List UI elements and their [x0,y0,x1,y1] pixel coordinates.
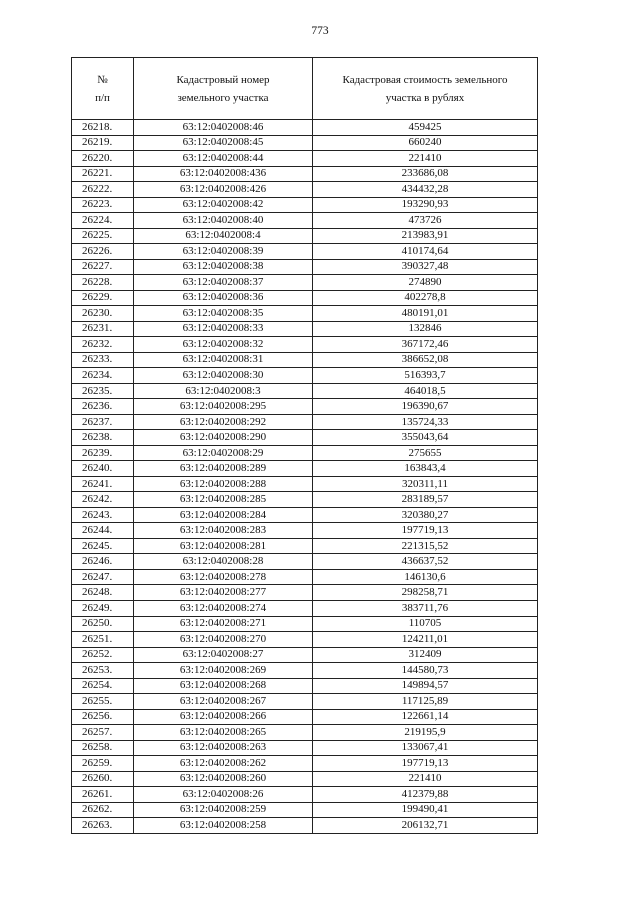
cadastral-value: 386652,08 [313,352,538,368]
table-row [72,771,538,787]
cadastral-number: 63:12:0402008:46 [134,120,313,136]
cadastral-number: 63:12:0402008:267 [134,694,313,710]
cadastral-number: 63:12:0402008:35 [134,306,313,322]
cadastral-value: 146130,6 [313,569,538,585]
cadastral-value: 473726 [313,213,538,229]
cadastral-value: 320311,11 [313,476,538,492]
cadastral-value: 197719,13 [313,756,538,772]
cadastral-value: 464018,5 [313,383,538,399]
table-row [72,740,538,756]
table-row [72,430,538,446]
row-number: 26261. [72,787,134,803]
cadastral-number: 63:12:0402008:292 [134,414,313,430]
table-row [72,585,538,601]
cadastral-number: 63:12:0402008:29 [134,445,313,461]
cadastral-value: 275655 [313,445,538,461]
cadastral-value: 213983,91 [313,228,538,244]
cadastral-number: 63:12:0402008:3 [134,383,313,399]
table-row [72,554,538,570]
table-row [72,538,538,554]
table-row [72,290,538,306]
cadastral-value: 193290,93 [313,197,538,213]
header-cadastral-line2: земельного участка [177,91,269,104]
table-row [72,663,538,679]
table-row [72,135,538,151]
cadastral-number: 63:12:0402008:268 [134,678,313,694]
cadastral-value: 274890 [313,275,538,291]
table-row [72,756,538,772]
row-number: 26236. [72,399,134,415]
cadastral-number: 63:12:0402008:40 [134,213,313,229]
table-row [72,632,538,648]
cadastral-value: 390327,48 [313,259,538,275]
cadastral-value: 219195,9 [313,725,538,741]
cadastral-number: 63:12:0402008:295 [134,399,313,415]
header-number-abbrev: п/п [95,91,110,104]
cadastral-value: 117125,89 [313,694,538,710]
cadastral-number: 63:12:0402008:436 [134,166,313,182]
header-value-line1: Кадастровая стоимость земельного [342,73,508,86]
row-number: 26221. [72,166,134,182]
row-number: 26260. [72,771,134,787]
header-cadastral-number [134,58,313,120]
table-row [72,445,538,461]
cadastral-number: 63:12:0402008:277 [134,585,313,601]
cadastral-value: 133067,41 [313,740,538,756]
table-row [72,709,538,725]
cadastral-value: 144580,73 [313,663,538,679]
cadastral-number: 63:12:0402008:37 [134,275,313,291]
cadastral-value: 163843,4 [313,461,538,477]
row-number: 26219. [72,135,134,151]
cadastral-number: 63:12:0402008:259 [134,802,313,818]
row-number: 26251. [72,632,134,648]
cadastral-value: 221410 [313,151,538,167]
cadastral-number: 63:12:0402008:45 [134,135,313,151]
table-row [72,616,538,632]
cadastral-value: 283189,57 [313,492,538,508]
row-number: 26225. [72,228,134,244]
cadastral-value: 197719,13 [313,523,538,539]
row-number: 26256. [72,709,134,725]
row-number: 26238. [72,430,134,446]
row-number: 26233. [72,352,134,368]
table-row [72,182,538,198]
cadastral-value: 312409 [313,647,538,663]
table-row [72,151,538,167]
table-row [72,802,538,818]
cadastral-number: 63:12:0402008:33 [134,321,313,337]
row-number: 26228. [72,275,134,291]
cadastral-number: 63:12:0402008:38 [134,259,313,275]
cadastral-number: 63:12:0402008:270 [134,632,313,648]
table-row [72,166,538,182]
table-body [72,120,538,834]
header-value-line2: участка в рублях [385,91,465,104]
row-number: 26227. [72,259,134,275]
table-row [72,259,538,275]
row-number: 26218. [72,120,134,136]
cadastral-value: 199490,41 [313,802,538,818]
table-row [72,414,538,430]
table-row [72,461,538,477]
cadastral-number: 63:12:0402008:262 [134,756,313,772]
cadastral-value: 402278,8 [313,290,538,306]
cadastral-number: 63:12:0402008:271 [134,616,313,632]
cadastral-number: 63:12:0402008:39 [134,244,313,260]
cadastral-value: 233686,08 [313,166,538,182]
cadastral-number: 63:12:0402008:28 [134,554,313,570]
cadastral-value: 298258,71 [313,585,538,601]
cadastral-value: 132846 [313,321,538,337]
row-number: 26244. [72,523,134,539]
cadastral-number: 63:12:0402008:260 [134,771,313,787]
row-number: 26226. [72,244,134,260]
cadastral-value: 412379,88 [313,787,538,803]
row-number: 26223. [72,197,134,213]
row-number: 26220. [72,151,134,167]
table-row [72,120,538,136]
cadastral-number: 63:12:0402008:32 [134,337,313,353]
row-number: 26245. [72,538,134,554]
header-number [72,58,134,120]
row-number: 26259. [72,756,134,772]
row-number: 26247. [72,569,134,585]
cadastral-value: 221410 [313,771,538,787]
table-row [72,399,538,415]
cadastral-number: 63:12:0402008:283 [134,523,313,539]
row-number: 26252. [72,647,134,663]
cadastral-number: 63:12:0402008:284 [134,507,313,523]
row-number: 26242. [72,492,134,508]
cadastral-number: 63:12:0402008:288 [134,476,313,492]
table-row [72,523,538,539]
table-row [72,383,538,399]
header-cadastral-line1: Кадастровый номер [176,73,270,86]
table-row [72,368,538,384]
cadastral-number: 63:12:0402008:4 [134,228,313,244]
table-row [72,694,538,710]
cadastral-number: 63:12:0402008:274 [134,600,313,616]
cadastral-value: 221315,52 [313,538,538,554]
table-row [72,197,538,213]
table-row [72,228,538,244]
cadastral-value: 410174,64 [313,244,538,260]
cadastral-number: 63:12:0402008:426 [134,182,313,198]
cadastral-number: 63:12:0402008:30 [134,368,313,384]
cadastral-number: 63:12:0402008:269 [134,663,313,679]
cadastral-value: 434432,28 [313,182,538,198]
cadastral-number: 63:12:0402008:27 [134,647,313,663]
cadastral-number: 63:12:0402008:289 [134,461,313,477]
cadastral-value: 436637,52 [313,554,538,570]
cadastral-value: 110705 [313,616,538,632]
table-header [72,58,538,120]
cadastral-number: 63:12:0402008:42 [134,197,313,213]
table-row [72,321,538,337]
table-row [72,507,538,523]
row-number: 26263. [72,818,134,834]
row-number: 26250. [72,616,134,632]
cadastral-number: 63:12:0402008:266 [134,709,313,725]
table-row [72,787,538,803]
cadastral-number: 63:12:0402008:285 [134,492,313,508]
cadastral-number: 63:12:0402008:265 [134,725,313,741]
cadastral-value: 459425 [313,120,538,136]
row-number: 26248. [72,585,134,601]
cadastral-value: 135724,33 [313,414,538,430]
table-row [72,213,538,229]
header-cadastral-value [313,58,538,120]
cadastral-value: 124211,01 [313,632,538,648]
row-number: 26235. [72,383,134,399]
cadastral-value: 480191,01 [313,306,538,322]
table-row [72,569,538,585]
cadastral-value: 367172,46 [313,337,538,353]
table-row [72,476,538,492]
cadastral-number: 63:12:0402008:281 [134,538,313,554]
cadastral-value: 122661,14 [313,709,538,725]
cadastral-value: 206132,71 [313,818,538,834]
table-row [72,244,538,260]
table-row [72,725,538,741]
row-number: 26237. [72,414,134,430]
row-number: 26222. [72,182,134,198]
row-number: 26257. [72,725,134,741]
row-number: 26262. [72,802,134,818]
row-number: 26258. [72,740,134,756]
cadastral-value: 660240 [313,135,538,151]
cadastral-value: 355043,64 [313,430,538,446]
cadastral-number: 63:12:0402008:44 [134,151,313,167]
page-number: 773 [311,25,329,37]
row-number: 26246. [72,554,134,570]
row-number: 26229. [72,290,134,306]
cadastral-number: 63:12:0402008:258 [134,818,313,834]
row-number: 26234. [72,368,134,384]
cadastral-number: 63:12:0402008:31 [134,352,313,368]
cadastral-number: 63:12:0402008:36 [134,290,313,306]
cadastral-number: 63:12:0402008:290 [134,430,313,446]
table-row [72,647,538,663]
header-number-symbol: № [97,73,108,86]
table-row [72,678,538,694]
table-row [72,337,538,353]
table-row [72,306,538,322]
row-number: 26240. [72,461,134,477]
table-row [72,600,538,616]
row-number: 26239. [72,445,134,461]
cadastral-value: 383711,76 [313,600,538,616]
row-number: 26253. [72,663,134,679]
cadastral-value: 516393,7 [313,368,538,384]
cadastral-value: 320380,27 [313,507,538,523]
row-number: 26224. [72,213,134,229]
row-number: 26230. [72,306,134,322]
cadastral-number: 63:12:0402008:263 [134,740,313,756]
row-number: 26254. [72,678,134,694]
row-number: 26232. [72,337,134,353]
cadastral-number: 63:12:0402008:26 [134,787,313,803]
cadastral-number: 63:12:0402008:278 [134,569,313,585]
cadastral-value-table [71,57,538,834]
row-number: 26249. [72,600,134,616]
cadastral-value: 149894,57 [313,678,538,694]
row-number: 26231. [72,321,134,337]
row-number: 26243. [72,507,134,523]
table-row [72,492,538,508]
table-row [72,818,538,834]
header-row [72,58,538,120]
row-number: 26241. [72,476,134,492]
cadastral-value: 196390,67 [313,399,538,415]
table-row [72,275,538,291]
row-number: 26255. [72,694,134,710]
table-row [72,352,538,368]
